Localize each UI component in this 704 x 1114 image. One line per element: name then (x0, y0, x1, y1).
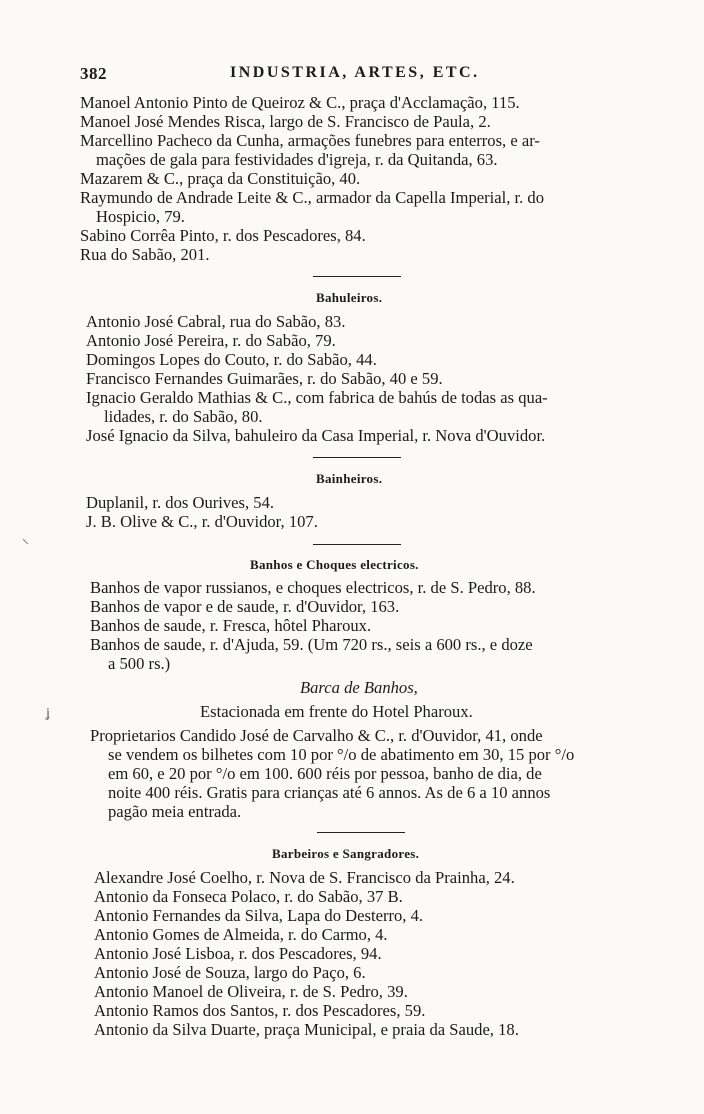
section-divider (313, 544, 401, 545)
entry-line: Antonio da Fonseca Polaco, r. do Sabão, 37 B. (94, 887, 403, 906)
entry-line: Antonio Ramos dos Santos, r. dos Pescadores, 59. (94, 1001, 426, 1020)
section-heading-banhos: Banhos e Choques electricos. (250, 557, 419, 572)
entry-line: Banhos de saude, r. d'Ajuda, 59. (Um 720 rs., seis a 600 rs., e doze (90, 635, 533, 654)
entry-line: Antonio Manoel de Oliveira, r. de S. Pedro, 39. (94, 982, 408, 1001)
paragraph-line: Proprietarios Candido José de Carvalho & C., r. d'Ouvidor, 41, onde (90, 726, 543, 745)
entry-line-continuation: mações de gala para festividades d'igreja, r. da Quitanda, 63. (96, 150, 498, 169)
paragraph-line: pagão meia entrada. (108, 802, 242, 821)
margin-mark: ⸌ (22, 538, 29, 553)
page-header (80, 64, 640, 86)
entry-line: Mazarem & C., praça da Constituição, 40. (80, 169, 361, 188)
running-title: INDUSTRIA, ARTES, ETC. (230, 64, 480, 81)
entry-line: Marcellino Pacheco da Cunha, armações funebres para enterros, e ar- (80, 131, 540, 150)
entry-line: Manoel José Mendes Risca, largo de S. Francisco de Paula, 2. (80, 112, 491, 131)
entry-line: Duplanil, r. dos Ourives, 54. (86, 493, 275, 512)
section-heading-bahuleiros: Bahuleiros. (316, 290, 383, 305)
entry-line: Banhos de vapor russianos, e choques electricos, r. de S. Pedro, 88. (90, 578, 536, 597)
entry-line: Antonio José de Souza, largo do Paço, 6. (94, 963, 366, 982)
entry-line-continuation: Hospicio, 79. (96, 207, 185, 226)
section-heading-bainheiros: Bainheiros. (316, 471, 383, 486)
section-divider (313, 276, 401, 277)
entry-line: Ignacio Geraldo Mathias & C., com fabrica de bahús de todas as qua- (86, 388, 548, 407)
entry-line: Alexandre José Coelho, r. Nova de S. Francisco da Prainha, 24. (94, 868, 515, 887)
entry-line-continuation: a 500 rs.) (108, 654, 171, 673)
entry-line-continuation: lidades, r. do Sabão, 80. (104, 407, 263, 426)
entry-line: Antonio Gomes de Almeida, r. do Carmo, 4. (94, 925, 388, 944)
station-note: Estacionada em frente do Hotel Pharoux. (200, 702, 473, 721)
subheading-barca: Barca de Banhos, (300, 678, 418, 697)
entry-line: Sabino Corrêa Pinto, r. dos Pescadores, 84. (80, 226, 366, 245)
entry-line: Antonio da Silva Duarte, praça Municipal, e praia da Saude, 18. (94, 1020, 519, 1039)
entry-line: Antonio José Pereira, r. do Sabão, 79. (86, 331, 336, 350)
entry-line: Manoel Antonio Pinto de Queiroz & C., praça d'Acclamação, 115. (80, 93, 520, 112)
paragraph-line: noite 400 réis. Gratis para crianças até 6 annos. As de 6 a 10 annos (108, 783, 551, 802)
section-divider (313, 457, 401, 458)
entry-line: Antonio Fernandes da Silva, Lapa do Desterro, 4. (94, 906, 424, 925)
entry-line: Raymundo de Andrade Leite & C., armador da Capella Imperial, r. do (80, 188, 545, 207)
page-number: 382 (80, 64, 107, 83)
section-divider (317, 832, 405, 833)
entry-line: Francisco Fernandes Guimarães, r. do Sabão, 40 e 59. (86, 369, 443, 388)
entry-line: J. B. Olive & C., r. d'Ouvidor, 107. (86, 512, 318, 531)
entry-line: José Ignacio da Silva, bahuleiro da Casa Imperial, r. Nova d'Ouvidor. (86, 426, 546, 445)
entry-line: Banhos de vapor e de saude, r. d'Ouvidor, 163. (90, 597, 400, 616)
entry-line: Antonio José Cabral, rua do Sabão, 83. (86, 312, 346, 331)
margin-mark: ʝ (46, 706, 50, 721)
entry-line: Rua do Sabão, 201. (80, 245, 210, 264)
entry-line: Banhos de saude, r. Fresca, hôtel Pharoux. (90, 616, 372, 635)
entry-line: Antonio José Lisboa, r. dos Pescadores, 94. (94, 944, 382, 963)
paragraph-line: em 60, e 20 por °/o em 100. 600 réis por pessoa, banho de dia, de (108, 764, 542, 783)
section-heading-barbeiros: Barbeiros e Sangradores. (272, 846, 420, 861)
paragraph-line: se vendem os bilhetes com 10 por °/o de abatimento em 30, 15 por °/o (108, 745, 575, 764)
entry-line: Domingos Lopes do Couto, r. do Sabão, 44. (86, 350, 377, 369)
